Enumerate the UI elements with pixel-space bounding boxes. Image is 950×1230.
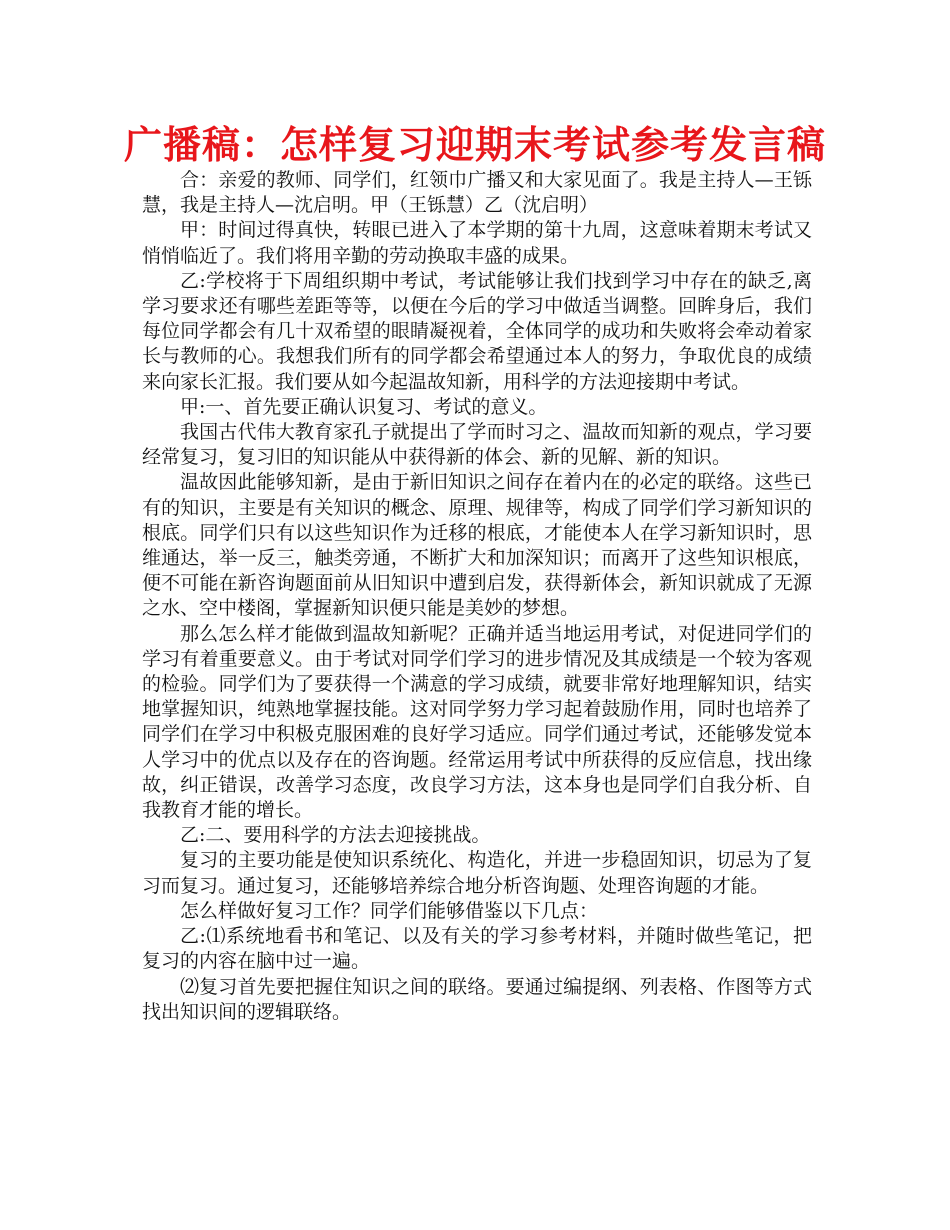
paragraph: 乙:学校将于下周组织期中考试，考试能够让我们找到学习中存在的缺乏,离学习要求还有哪些差距等等，以便在今后的学习中做适当调整。回眸身后，我们每位同学都会有几十双希望的眼睛凝视着，全体同学的成功和失败将会牵动着家长与教师的心。我想我们所有的同学都会希望通过本人的努力，争取优良的成绩来向家长汇报。我们要从如今起温故知新，用科学的方法迎接期中考试。 bbox=[142, 269, 812, 393]
paragraph: 乙:二、要用科学的方法去迎接挑战。 bbox=[180, 824, 491, 847]
paragraph: 复习的主要功能是使知识系统化、构造化，并进一步稳固知识，切忌为了复习而复习。通过复习，还能够培养综合地分析咨询题、处理咨询题的才能。 bbox=[142, 849, 812, 897]
paragraph: ⑵复习首先要把握住知识之间的联络。要通过编提纲、列表格、作图等方式找出知识间的逻辑联络。 bbox=[142, 975, 812, 1023]
document-body bbox=[142, 168, 812, 1025]
paragraph: 乙:⑴系统地看书和笔记、以及有关的学习参考材料，并随时做些笔记，把复习的内容在脑中过一遍。 bbox=[142, 925, 812, 973]
paragraph: 温故因此能够知新，是由于新旧知识之间存在着内在的必定的联络。这些已有的知识，主要是有关知识的概念、原理、规律等，构成了同学们学习新知识的根底。同学们只有以这些知识作为迁移的根底，才能使本人在学习新知识时，思维通达，举一反三，触类旁通，不断扩大和加深知识；而离开了这些知识根底，便不可能在新咨询题面前从旧知识中遭到启发，获得新体会，新知识就成了无源之水、空中楼阁，掌握新知识便只能是美妙的梦想。 bbox=[142, 471, 812, 620]
paragraph: 怎么样做好复习工作？同学们能够借鉴以下几点： bbox=[180, 899, 599, 922]
paragraph: 合：亲爱的教师、同学们，红领巾广播又和大家见面了。我是主持人—王铄慧，我是主持人—沈启明。甲（王铄慧）乙（沈启明） bbox=[142, 169, 812, 217]
paragraph: 甲：时间过得真快，转眼已进入了本学期的第十九周，这意味着期末考试又悄悄临近了。我们将用辛勤的劳动换取丰盛的成果。 bbox=[142, 219, 812, 267]
paragraph: 甲:一、首先要正确认识复习、考试的意义。 bbox=[180, 395, 548, 418]
document-title: 广播稿：怎样复习迎期末考试参考发言稿 bbox=[123, 123, 826, 167]
paragraph: 那么怎么样才能做到温故知新呢？正确并适当地运用考试，对促进同学们的学习有着重要意义。由于考试对同学们学习的进步情况及其成绩是一个较为客观的检验。同学们为了要获得一个满意的学习成绩，就要非常好地理解知识，结实地掌握知识，纯熟地掌握技能。这对同学努力学习起着鼓励作用，同时也培养了同学们在学习中积极克服困难的良好学习适应。同学们通过考试，还能够发觉本人学习中的优点以及存在的咨询题。经常运用考试中所获得的反应信息，找出缘故，纠正错误，改善学习态度，改良学习方法，这本身也是同学们自我分析、自我教育才能的增长。 bbox=[142, 622, 812, 822]
paragraph: 我国古代伟大教育家孔子就提出了学而时习之、温故而知新的观点，学习要经常复习，复习旧的知识能从中获得新的体会、新的见解、新的知识。 bbox=[142, 421, 812, 469]
